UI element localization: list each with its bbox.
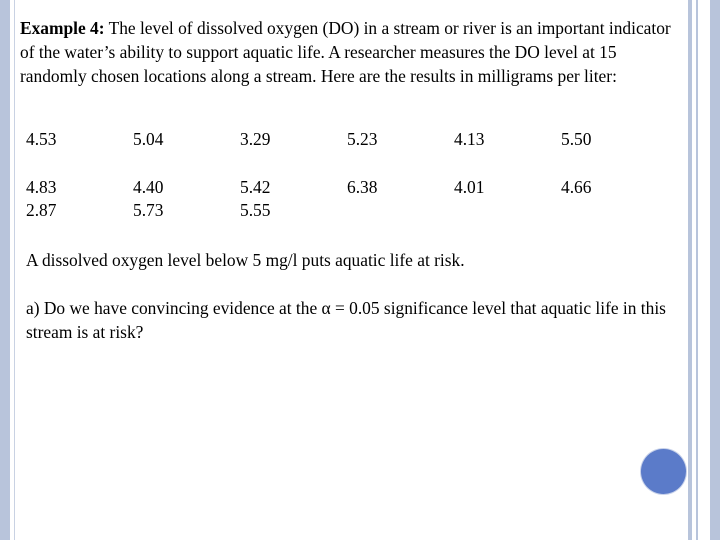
slide-decoration-circle xyxy=(641,449,686,494)
data-cell: 3.29 xyxy=(240,129,271,149)
risk-statement: A dissolved oxygen level below 5 mg/l puts aquatic life at risk. xyxy=(26,250,465,270)
example-label: Example 4: xyxy=(20,18,105,38)
right-border-line xyxy=(696,0,698,540)
table-row xyxy=(26,176,668,222)
data-cell: 6.38 xyxy=(347,177,378,197)
data-cell: 5.42 xyxy=(240,177,271,197)
data-cell: 5.23 xyxy=(347,129,378,149)
data-cell: 4.40 xyxy=(133,177,164,197)
right-edge-bar xyxy=(710,0,720,540)
data-cell: 4.01 xyxy=(454,177,485,197)
data-cell: 4.66 xyxy=(561,177,592,197)
data-cell-stack xyxy=(26,176,133,222)
left-border-bar xyxy=(0,0,10,540)
table-row xyxy=(26,128,668,176)
data-cell: 4.13 xyxy=(454,129,485,149)
data-cell: 5.50 xyxy=(561,129,592,149)
data-cell-stack xyxy=(133,176,240,222)
data-cell-stack xyxy=(240,176,347,222)
example-intro xyxy=(20,16,682,88)
data-cell: 2.87 xyxy=(26,200,57,220)
data-cell: 5.55 xyxy=(240,200,271,220)
data-cell: 5.73 xyxy=(133,200,164,220)
question-suffix: significance level that aquatic life in this stream is at risk? xyxy=(26,298,666,342)
data-cell: 4.83 xyxy=(26,177,57,197)
question-a xyxy=(26,296,666,344)
do-data-table xyxy=(26,128,668,222)
example-text: The level of dissolved oxygen (DO) in a stream or river is an important indicator of the water’s ability to support aquatic life. A researcher measures the DO level at 15 randomly chosen locations along a stream. Here are the results in milligrams per liter: xyxy=(20,18,671,86)
data-cell: 4.53 xyxy=(26,129,57,149)
question-prefix: a) Do we have convincing evidence at the xyxy=(26,298,322,318)
left-border-line xyxy=(14,0,15,540)
data-cell: 5.04 xyxy=(133,129,164,149)
right-border-bar xyxy=(688,0,692,540)
alpha-value: α = 0.05 xyxy=(321,298,380,318)
